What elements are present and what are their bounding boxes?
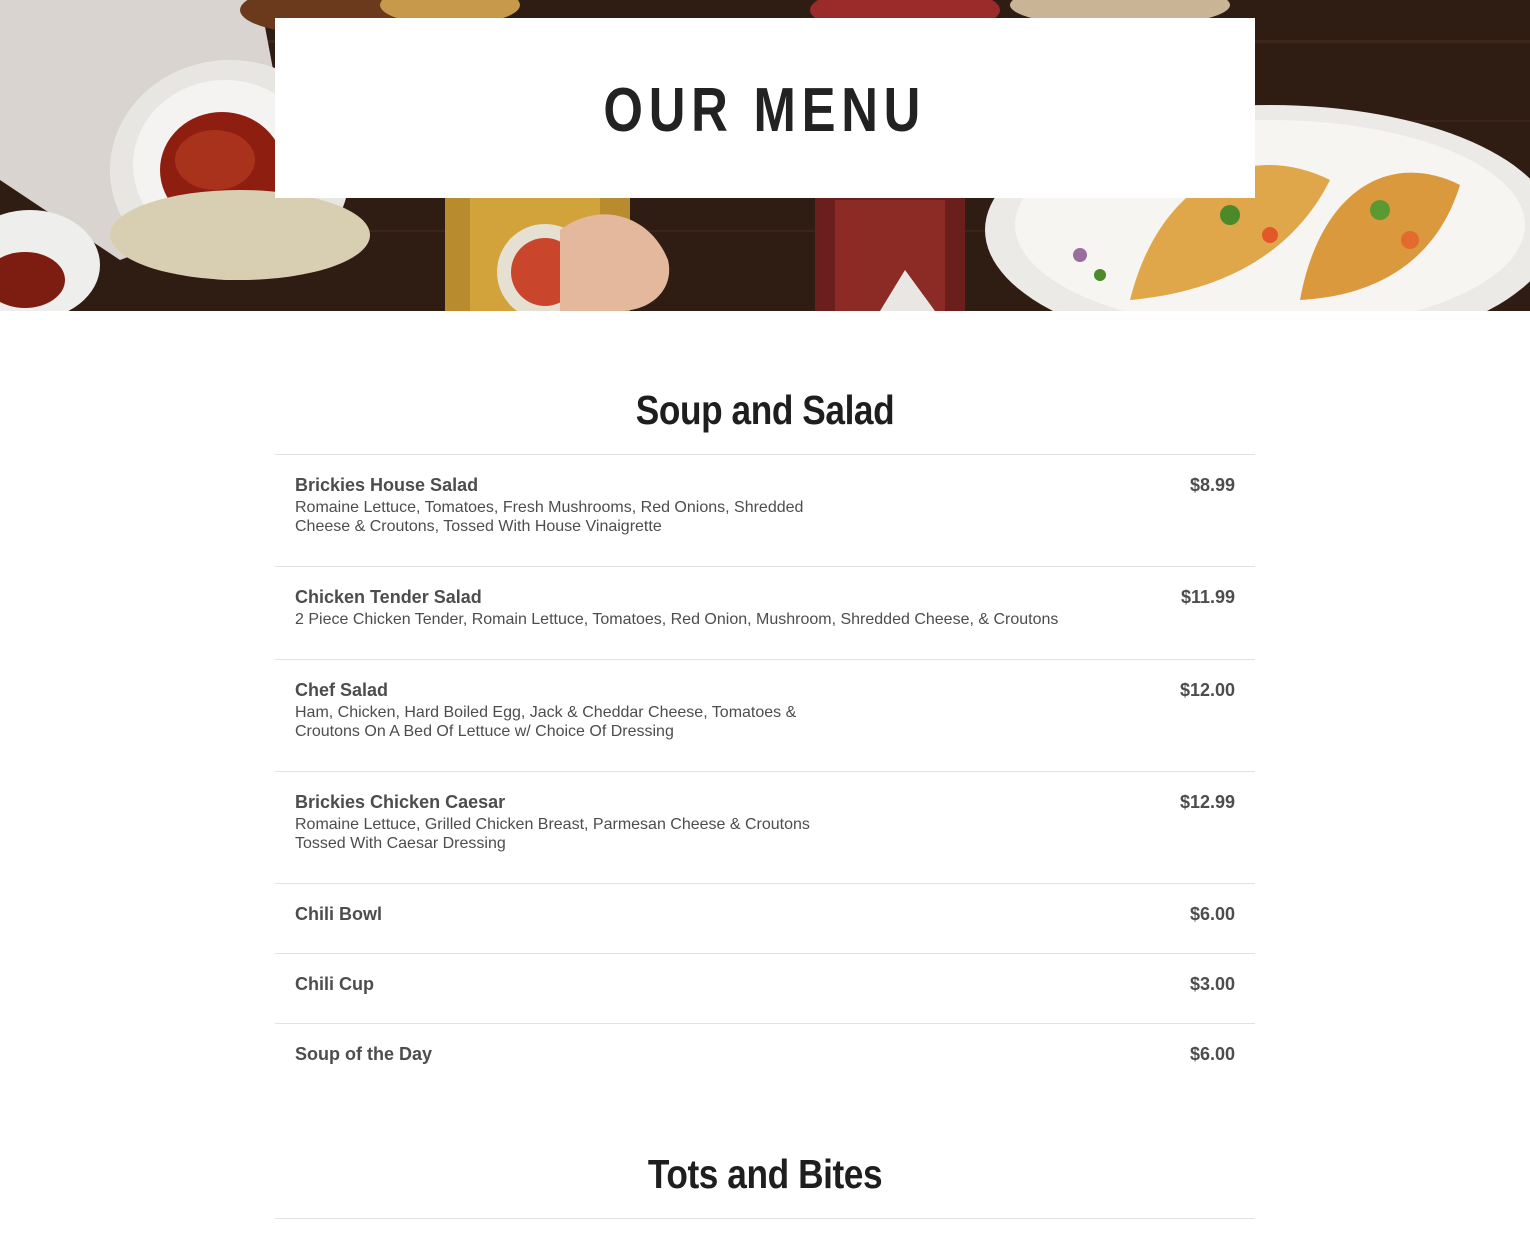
title-card [275, 18, 1255, 198]
menu-item-name: Chef Salad [295, 680, 389, 700]
section-title-soup-and-salad: Soup and Salad [635, 387, 895, 433]
menu-item-price: $12.00 [1179, 680, 1235, 700]
menu-item-chef-salad [275, 659, 1255, 771]
menu-item-price: $6.00 [1189, 904, 1235, 924]
page-title: OUR MENU [603, 75, 927, 145]
menu-item-name: Brickies Chicken Caesar [295, 792, 506, 812]
menu-item-name: Chili Cup [295, 974, 374, 994]
hero-banner [0, 0, 1530, 311]
menu-item-price: $11.99 [1180, 587, 1235, 607]
menu-item-name: Chili Bowl [295, 904, 382, 924]
menu-item-description: Romaine Lettuce, Tomatoes, Fresh Mushrooms, Red Onions, Shredded Cheese & Croutons, Tossed With House Vinaigrette [295, 499, 804, 535]
menu-item-brickies-house-salad [275, 454, 1255, 566]
menu-item-chili-cup [275, 953, 1255, 1023]
menu-item-name: Brickies House Salad [295, 475, 479, 495]
menu-item-name: Chicken Tender Salad [295, 587, 482, 607]
menu-item-description: Romaine Lettuce, Grilled Chicken Breast, Parmesan Cheese & Croutons Tossed With Caesar Dressing [295, 816, 810, 852]
section-title-tots-and-bites: Tots and Bites [647, 1151, 883, 1197]
menu-item-price: $3.00 [1189, 974, 1235, 994]
menu-item-description: Ham, Chicken, Hard Boiled Egg, Jack & Cheddar Cheese, Tomatoes & Croutons On A Bed Of Lettuce w/ Choice Of Dressing [295, 704, 797, 740]
menu-item-price: $12.99 [1179, 792, 1235, 812]
menu-item-chicken-tender-salad [275, 566, 1255, 659]
menu-item-price: $6.00 [1189, 1044, 1235, 1064]
menu-item-brickies-chicken-caesar [275, 771, 1255, 883]
menu-item-description: 2 Piece Chicken Tender, Romain Lettuce, Tomatoes, Red Onion, Mushroom, Shredded Cheese, & Croutons [295, 611, 1059, 628]
menu-item-chili-bowl [275, 883, 1255, 953]
menu-item-soup-of-the-day [275, 1023, 1255, 1093]
menu-item-price: $8.99 [1189, 475, 1235, 495]
menu-item-list [275, 454, 1255, 1093]
section-divider [275, 1218, 1255, 1219]
menu-item-name: Soup of the Day [295, 1044, 433, 1064]
